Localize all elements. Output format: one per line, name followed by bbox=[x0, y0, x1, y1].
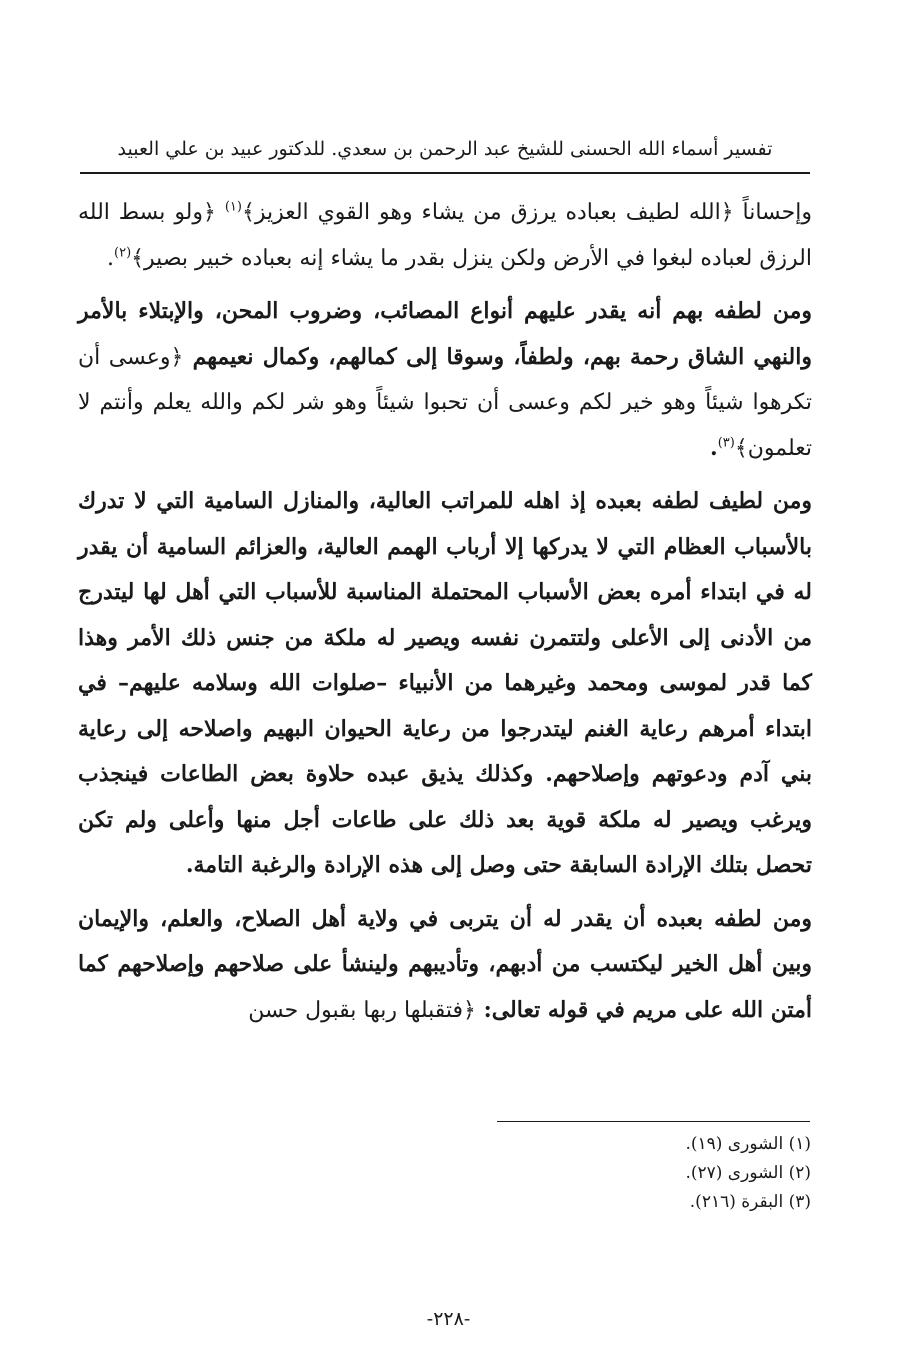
footnote-divider bbox=[497, 1121, 810, 1122]
quran-verse-al-imran-37: ﴿فتقبلها ربها بقبول حسن bbox=[248, 997, 476, 1023]
paragraph-4-text: ومن لطفه بعبده أن يقدر له أن يتربى في ولاية أهل الصلاح، والعلم، والإيمان وبين أهل الخير ليكتسب من أدبهم، وتأديبهم ولينشأ على صلاحهم وإصلاحهم كما أمتن الله على مريم في قوله تعالى: bbox=[78, 905, 812, 1023]
footnote-2: (٢) الشورى (٢٧). bbox=[685, 1163, 811, 1183]
footnote-ref-3[interactable]: (٣) bbox=[717, 435, 735, 451]
page-number: -٢٢٨- bbox=[426, 1308, 471, 1330]
quran-verse-ash-shura-27: ﴿ولو بسط الله الرزق لعباده لبغوا في الأرض ولكن ينزل بقدر ما يشاء إنه بعباده خبير بصير﴾ bbox=[78, 200, 812, 271]
paragraph-2 bbox=[78, 289, 812, 471]
paragraph-1 bbox=[78, 190, 812, 281]
paragraph-1-lead: وإحساناً bbox=[733, 200, 812, 225]
paragraph-2-text: ومن لطفه بهم أنه يقدر عليهم أنواع المصائب، وضروب المحن، والإبتلاء بالأمر والنهي الشاق رحمة بهم، ولطفاً، وسوقا إلى كمالهم، وكمال نعيمهم bbox=[78, 298, 812, 370]
running-header: تفسير أسماء الله الحسنى للشيخ عبد الرحمن بن سعدي. للدكتور عبيد بن علي العبيد bbox=[80, 136, 810, 174]
paragraph-3: ومن لطيف لطفه بعبده إذ اهله للمراتب العالية، والمنازل السامية التي لا تدرك بالأسباب العظام التي لا يدركها إلا أرباب الهمم العالية، والعزائم السامية أن يقدر له في ابتداء أمره بعض الأسباب المحتملة المناسبة للأسباب التي أهل لها ليتدرج من الأدنى إلى الأعلى ولتتمرن نفسه ويصير له ملكة من جنس ذلك الأمر وهذا كما قدر لموسى ومحمد وغيرهما من الأنبياء –صلوات الله وسلامه عليهم– في ابتداء أمرهم رعاية الغنم ليتدرجوا من رعاية الحيوان البهيم واصلاحه إلى رعاية بني آدم ودعوتهم وإصلاحهم. وكذلك يذيق عبده حلاوة بعض الطاعات فينجذب ويرغب ويصير له ملكة قوية بعد ذلك على طاعات أجل منها وأعلى ولم تكن تحصل بتلك الإرادة السابقة حتى وصل إلى هذه الإرادة والرغبة التامة. bbox=[78, 488, 812, 878]
footnotes bbox=[411, 1130, 811, 1217]
quran-verse-ash-shura-19: ﴿الله لطيف بعباده يرزق من يشاء وهو القوي العزيز﴾ bbox=[241, 200, 734, 225]
footnote-ref-1[interactable]: (١) bbox=[224, 199, 242, 215]
paragraph-2-tail: . bbox=[710, 434, 718, 461]
footnote-1: (١) الشورى (١٩). bbox=[685, 1134, 811, 1154]
paragraph-1-tail: . bbox=[107, 245, 115, 271]
quran-verse-al-baqarah-216: ﴿وعسى أن تكرهوا شيئاً وهو خير لكم وعسى أن تحبوا شيئاً وهو شر لكم والله يعلم وأنتم لا تعلمون﴾ bbox=[78, 344, 812, 461]
body-text bbox=[78, 190, 812, 1033]
footnote-ref-2[interactable]: (٢) bbox=[114, 245, 132, 261]
footnote-3: (٣) البقرة (٢١٦). bbox=[689, 1192, 811, 1212]
paragraph-4 bbox=[78, 897, 812, 1034]
